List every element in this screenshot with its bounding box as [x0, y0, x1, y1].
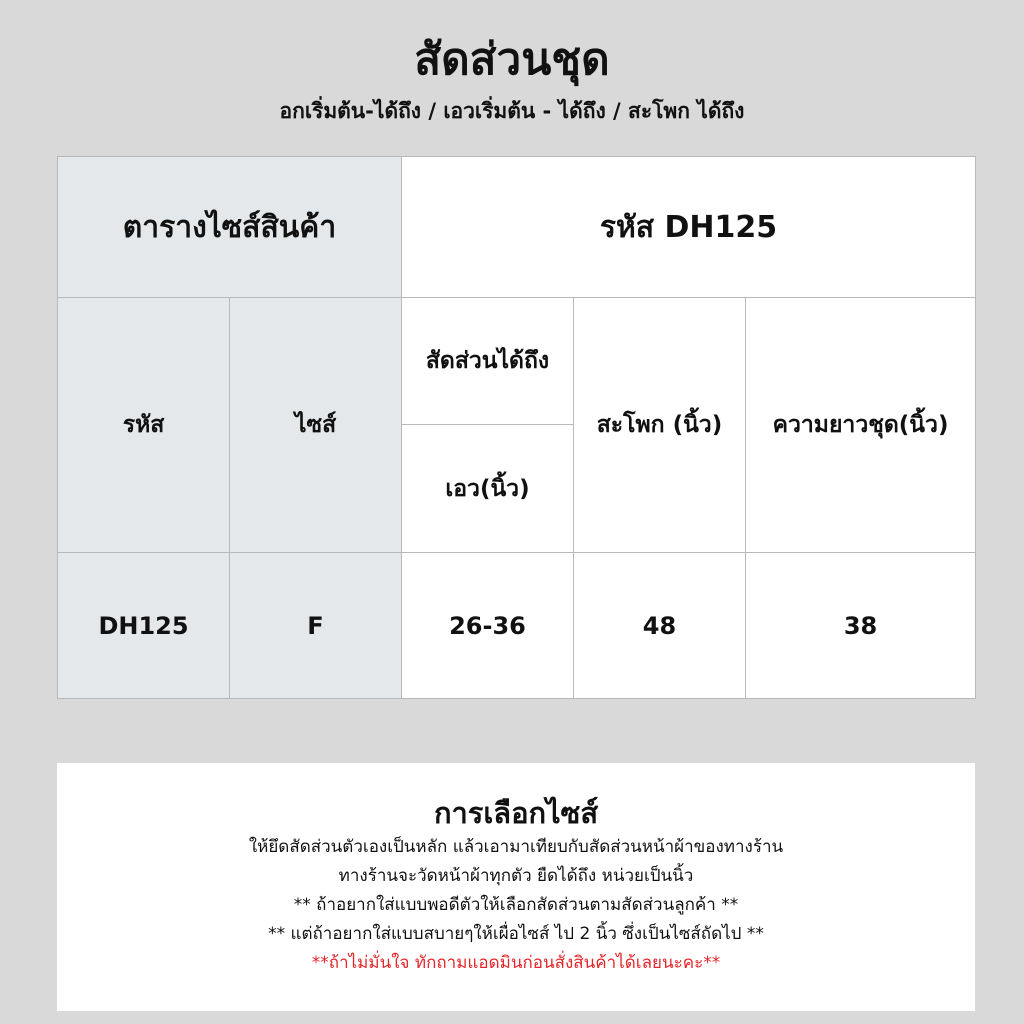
guide-line: ** ถ้าอยากใส่แบบพอดีตัวให้เลือกสัดส่วนตามสัดส่วนลูกค้า **	[293, 895, 739, 915]
column-header-length: ความยาวชุด(นิ้ว)	[746, 298, 976, 553]
product-code-heading: รหัส DH125	[402, 157, 976, 298]
table-title-row	[58, 157, 976, 298]
column-header-size: ไซส์	[230, 298, 402, 553]
cell-hip: 48	[574, 553, 746, 699]
size-chart-table	[57, 156, 976, 699]
column-header-hip: สะโพก (นิ้ว)	[574, 298, 746, 553]
guide-warning: **ถ้าไม่มั่นใจ ทักถามแอดมินก่อนสั่งสินค้าได้เลยนะคะ**	[311, 953, 721, 973]
cell-waist: 26-36	[402, 553, 574, 699]
table-row	[58, 553, 976, 699]
size-guide-panel	[57, 763, 975, 1011]
column-header-waist: เอว(นิ้ว)	[402, 425, 574, 553]
column-header-stretch-group: สัดส่วนได้ถึง	[402, 298, 574, 425]
table-header-row	[58, 298, 976, 425]
size-chart-heading: ตารางไซส์สินค้า	[58, 157, 402, 298]
page-title: สัดส่วนชุด	[414, 34, 610, 85]
guide-line: ** แต่ถ้าอยากใส่แบบสบายๆให้เผื่อไซส์ ไป 2 นิ้ว ซึ่งเป็นไซส์ถัดไป **	[268, 924, 764, 944]
cell-code: DH125	[58, 553, 230, 699]
guide-line: ให้ยึดสัดส่วนตัวเองเป็นหลัก แล้วเอามาเทียบกับสัดส่วนหน้าผ้าของทางร้าน	[248, 837, 784, 857]
column-header-code: รหัส	[58, 298, 230, 553]
page-subtitle: อกเริ่มต้น-ได้ถึง / เอวเริ่มต้น - ได้ถึง / สะโพก ได้ถึง	[279, 99, 745, 123]
size-guide-title: การเลือกไซส์	[433, 796, 599, 830]
guide-line: ทางร้านจะวัดหน้าผ้าทุกตัว ยืดได้ถึง หน่วยเป็นนิ้ว	[338, 866, 694, 886]
cell-size: F	[230, 553, 402, 699]
cell-length: 38	[746, 553, 976, 699]
